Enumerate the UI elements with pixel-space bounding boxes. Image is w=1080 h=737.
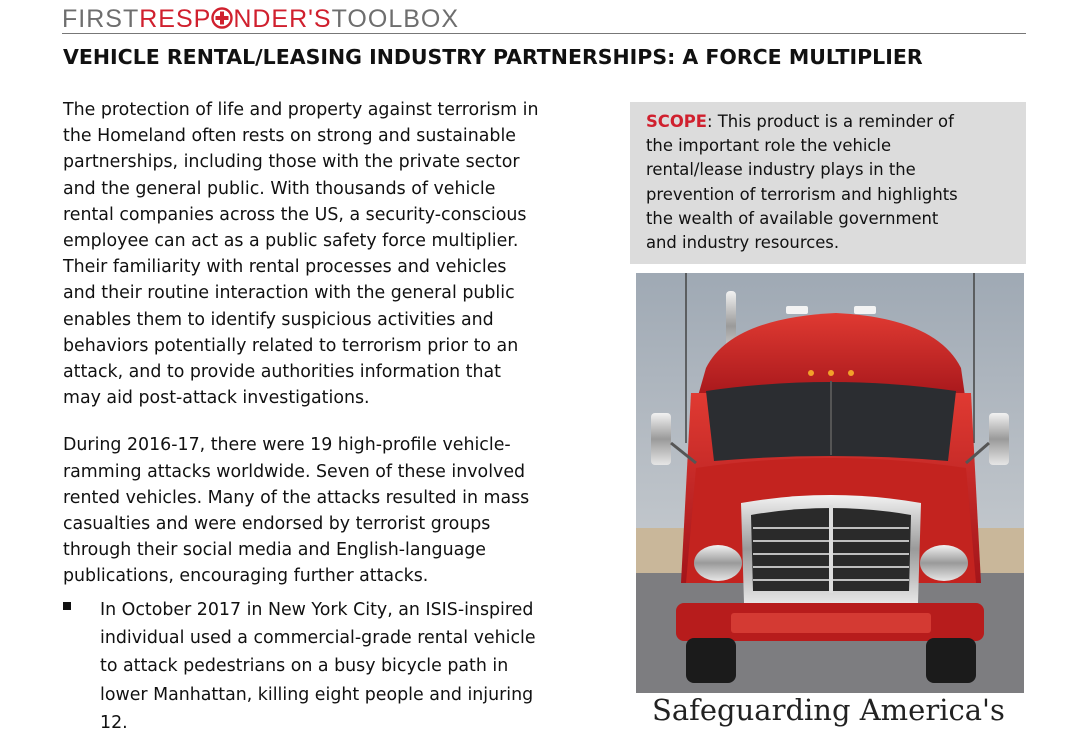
list-item <box>63 596 623 737</box>
scope-text-block <box>646 110 1016 255</box>
brand-first: FIRST <box>62 5 140 33</box>
red-semi-truck-illustration <box>636 273 1024 693</box>
attacks-paragraph: During 2016-17, there were 19 high-profile vehicle- ramming attacks worldwide. Seven of these involved rented vehicles. Many of the attacks resulted in mass casualties and were endorsed by terrorist groups through their social media and English-language publications, encouraging further attacks. <box>63 435 530 587</box>
circled-cross-icon <box>211 7 233 29</box>
scope-box <box>630 102 1026 264</box>
scope-label: SCOPE <box>646 112 707 131</box>
photo-caption: Safeguarding America's <box>652 693 1005 727</box>
document-title: VEHICLE RENTAL/LEASING INDUSTRY PARTNERSHIPS: A FORCE MULTIPLIER <box>63 45 923 69</box>
square-bullet-icon <box>63 602 71 610</box>
toolbox-brand-logo <box>62 4 459 34</box>
brand-nders: NDER'S <box>233 5 332 33</box>
body-column <box>63 97 623 590</box>
brand-resp: RESP <box>139 5 212 33</box>
truck-photo <box>636 273 1024 693</box>
bullet-text: In October 2017 in New York City, an ISIS-inspired individual used a commercial-grade rental vehicle to attack pedestrians on a busy bicycle path in lower Manhattan, killing eight people and injuring 12. <box>100 600 536 733</box>
intro-paragraph: The protection of life and property against terrorism in the Homeland often rests on strong and sustainable partnerships, including those with the private sector and the general public. With thousands of vehicle rental companies across the US, a security-conscious employee can act as a public safety force multiplier. Their familiarity with rental processes and vehicles and their routine interaction with the general public enables them to identify suspicious activities and behaviors potentially related to terrorism prior to an attack, and to provide authorities information that may aid post-attack investigations. <box>63 100 539 409</box>
brand-toolbox: TOOLBOX <box>331 5 460 33</box>
header-divider <box>62 33 1026 34</box>
scope-description: : This product is a reminder of the important role the vehicle rental/lease industry plays in the prevention of terrorism and highlights the wealth of available government and industry resources. <box>646 112 958 253</box>
